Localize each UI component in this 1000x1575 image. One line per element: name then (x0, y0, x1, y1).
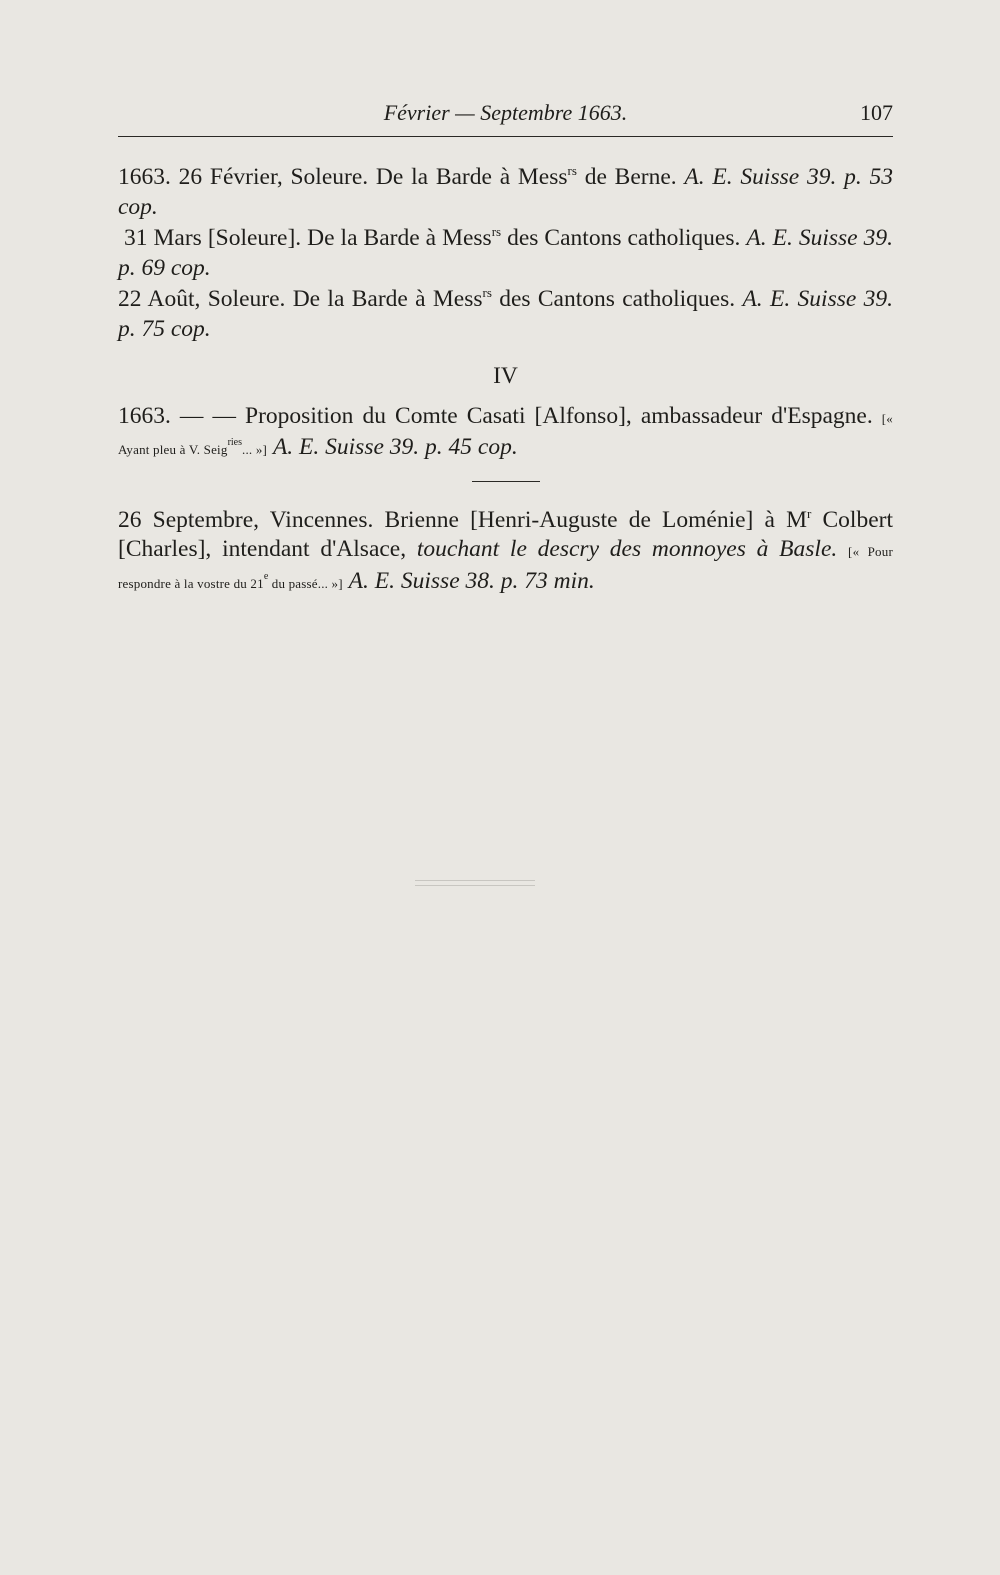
entry-date: 1663. — — (118, 402, 236, 429)
entry-text: Brienne [Henri-Auguste de Loménie] à M (373, 506, 807, 533)
entry-sup: ries (227, 437, 243, 449)
page-number: 107 (860, 100, 893, 125)
entry-sup: rs (491, 224, 502, 240)
section-number: IV (493, 363, 518, 389)
entry-quote: [« Pour respondre à la vostre du 21 (118, 544, 893, 591)
entry-reference: A. E. Suisse 39. p. 69 cop. (118, 225, 893, 281)
entry-quote: ... »] (242, 442, 268, 457)
entry-reference: A. E. Suisse 39. p. 75 cop. (118, 286, 893, 342)
entry-text: De la Barde à Mess (301, 225, 492, 251)
entry-4 (118, 402, 893, 465)
entry-text: de Berne. (576, 164, 685, 190)
running-header (118, 100, 893, 134)
entry-subject: touchant le descry des monnoyes à Basle. (416, 536, 838, 562)
entry-1 (118, 163, 893, 222)
running-title: Février — Septembre 1663. (383, 100, 628, 125)
entry-text: Colbert [Charles], intendant d'Alsace, (118, 506, 893, 562)
entry-text: des Cantons catholiques. (501, 225, 747, 251)
entry-reference: A. E. Suisse 39. p. 53 cop. (118, 164, 893, 220)
entry-date: 26 Septembre, Vincennes. (118, 506, 374, 533)
entry-quote: du passé... »] (268, 575, 343, 591)
entry-reference: A. E. Suisse 39. p. 45 cop. (272, 434, 518, 460)
bleed-through-rule (415, 880, 535, 886)
entry-text: des Cantons catholiques. (491, 286, 743, 312)
header-rule (118, 136, 893, 137)
entry-sup: rs (482, 285, 492, 301)
bleed-through-text (60, 680, 950, 710)
entry-sup: e (263, 570, 269, 582)
entry-text: De la Barde à Mess (368, 164, 568, 190)
entry-text: De la Barde à Mess (285, 286, 483, 312)
entry-5 (118, 506, 893, 599)
entry-date: 1663. 26 Février, Soleure. (118, 164, 369, 190)
entry-date: 22 Août, Soleure. (118, 286, 286, 312)
entry-sup: rs (567, 163, 577, 179)
section-divider (472, 481, 540, 482)
entry-2 (118, 224, 893, 283)
entry-reference: A. E. Suisse 38. p. 73 min. (348, 567, 595, 594)
entry-text: Proposition du Comte Casati [Alfonso], ambassadeur d'Espagne. (235, 402, 873, 429)
entries (118, 163, 893, 598)
entry-date: 31 Mars [Soleure]. (124, 225, 302, 251)
entry-3 (118, 285, 893, 344)
entry-sup: r (807, 505, 812, 521)
entry-quote: [« Ayant pleu à V. Seig (118, 410, 894, 457)
